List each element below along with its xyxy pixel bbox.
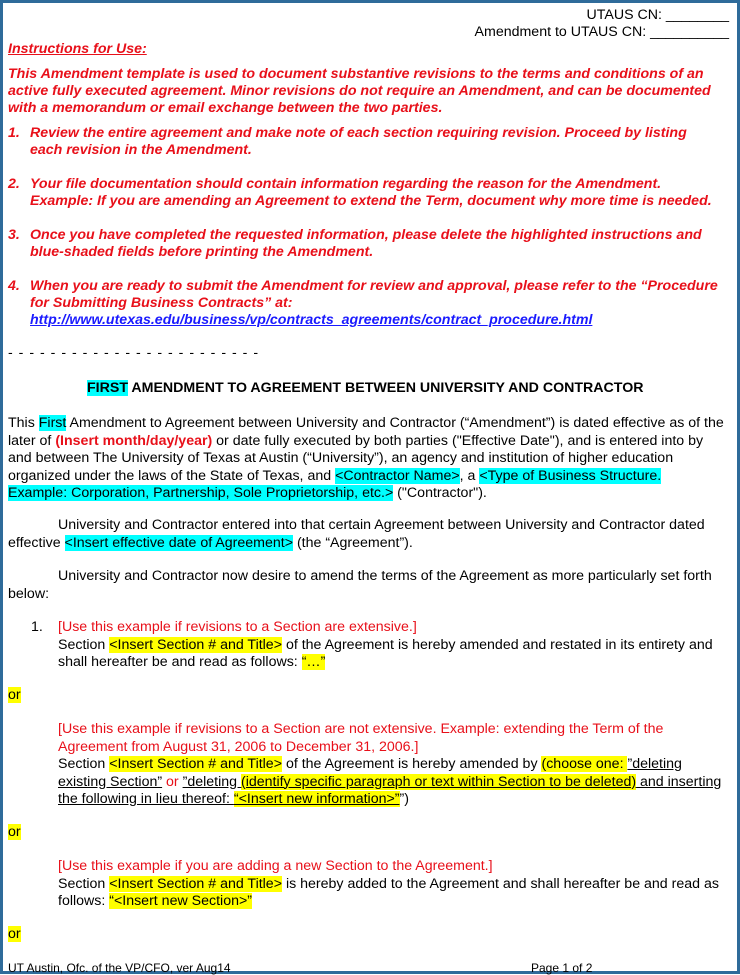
new-information-field[interactable]: “<Insert new information>” bbox=[233, 791, 400, 807]
item-text: for Submitting Business Contracts” at: bbox=[30, 295, 293, 311]
contractor-name-field[interactable]: <Contractor Name> bbox=[335, 467, 460, 484]
item-number: 4. bbox=[8, 278, 20, 294]
section-title-field[interactable]: <Insert Section # and Title> bbox=[109, 636, 282, 653]
text: is hereby added to the Agreement and shall hereafter be and read as bbox=[282, 875, 719, 892]
utaus-cn-label: UTAUS CN: ________ bbox=[586, 7, 729, 23]
option-note: [Use this example if revisions to a Section are not extensive. Example: extending the Term of the bbox=[58, 721, 664, 737]
item-text: When you are ready to submit the Amendment for review and approval, please refer to the “Procedure bbox=[30, 278, 718, 294]
instruction-item-3 bbox=[8, 227, 702, 261]
item-text: blue-shaded fields before printing the Amendment. bbox=[30, 244, 374, 260]
text: or date fully executed by both parties ("Effective Date"), and is entered into by bbox=[212, 432, 704, 449]
effective-date-field[interactable]: <Insert effective date of Agreement> bbox=[64, 534, 293, 551]
instruction-item-4 bbox=[8, 278, 718, 329]
text: of the Agreement is hereby amended by bbox=[282, 756, 542, 772]
item-number: 3. bbox=[8, 227, 20, 243]
instruction-item-2 bbox=[8, 176, 712, 210]
text: follows: bbox=[58, 893, 110, 909]
instructions-intro bbox=[8, 66, 711, 117]
text: Amendment to Agreement between University and Contractor (“Amendment”) is dated effective as of the bbox=[66, 415, 724, 431]
text: and between The University of Texas at Austin (“University”), an agency and institution of higher education bbox=[8, 450, 674, 466]
desire-paragraph bbox=[8, 568, 712, 603]
text: shall hereafter be and read as follows: bbox=[58, 654, 302, 670]
option-number: 1. bbox=[31, 619, 43, 635]
quote-field[interactable]: “…” bbox=[301, 654, 326, 670]
text: below: bbox=[8, 585, 50, 602]
text: Section bbox=[58, 875, 110, 892]
text: and inserting bbox=[636, 773, 722, 790]
option-not-extensive bbox=[58, 721, 721, 809]
text: or bbox=[162, 773, 183, 790]
amendment-title bbox=[87, 380, 643, 396]
instructions-heading: Instructions for Use: bbox=[8, 41, 147, 57]
text: existing Section” bbox=[58, 773, 163, 790]
intro-line: with a memorandum or email exchange between the two parties. bbox=[8, 100, 443, 116]
intro-line: active fully executed agreement. Minor revisions do not require an Amendment, and can be documented bbox=[8, 83, 711, 99]
text: University and Contractor entered into that certain Agreement between University and Contractor dated bbox=[58, 517, 705, 533]
text: ”) bbox=[399, 791, 409, 807]
paragraph-field[interactable]: (identify specific paragraph or text within Section to be deleted) bbox=[240, 773, 637, 790]
text: the following in lieu thereof: bbox=[58, 791, 234, 807]
text: Section bbox=[58, 636, 110, 653]
intro-line: This Amendment template is used to document substantive revisions to the terms and conditions of an bbox=[8, 66, 704, 82]
text: organized under the laws of the State of Texas, and bbox=[8, 467, 336, 484]
item-text: Example: If you are amending an Agreement to extend the Term, document why more time is needed. bbox=[30, 193, 712, 209]
business-structure-field[interactable]: Example: Corporation, Partnership, Sole Proprietorship, etc.> bbox=[8, 485, 394, 501]
item-number: 1. bbox=[8, 125, 20, 141]
date-placeholder[interactable]: (Insert month/day/year) bbox=[55, 432, 213, 449]
ordinal-field[interactable]: First bbox=[38, 415, 67, 431]
item-text: Your file documentation should contain information regarding the reason for the Amendment. bbox=[30, 176, 662, 192]
title-text: AMENDMENT TO AGREEMENT BETWEEN UNIVERSITY AND CONTRACTOR bbox=[127, 380, 644, 396]
option-note: Agreement from August 31, 2006 to December 31, 2006.] bbox=[58, 738, 419, 755]
option-new-section bbox=[58, 858, 719, 911]
item-number: 2. bbox=[8, 176, 20, 192]
text: Section bbox=[58, 756, 110, 772]
option-note: [Use this example if revisions to a Section are extensive.] bbox=[58, 619, 417, 635]
item-text: each revision in the Amendment. bbox=[30, 142, 252, 158]
text: ("Contractor"). bbox=[393, 485, 487, 501]
text: ”deleting bbox=[627, 756, 682, 772]
option-extensive bbox=[58, 619, 713, 672]
choose-one-field[interactable]: (choose one: bbox=[541, 756, 628, 772]
item-text: Once you have completed the requested information, please delete the highlighted instructions and bbox=[30, 227, 702, 243]
section-title-field[interactable]: <Insert Section # and Title> bbox=[109, 756, 282, 772]
text: ”deleting bbox=[182, 773, 241, 790]
business-structure-field[interactable]: <Type of Business Structure. bbox=[479, 467, 662, 484]
amendment-cn-label: Amendment to UTAUS CN: __________ bbox=[474, 24, 729, 40]
text: (the “Agreement”). bbox=[293, 534, 413, 551]
text: effective bbox=[8, 534, 65, 551]
section-title-field[interactable]: <Insert Section # and Title> bbox=[109, 875, 282, 892]
footer-version: UT Austin, Ofc. of the VP/CFO, ver Aug14 bbox=[8, 961, 231, 975]
instruction-item-1 bbox=[8, 125, 687, 159]
separator-line: - - - - - - - - - - - - - - - - - - - - - - - - bbox=[8, 345, 260, 361]
or-label: or bbox=[8, 824, 21, 840]
or-label: or bbox=[8, 687, 21, 703]
text: , a bbox=[459, 467, 480, 484]
item-text: Review the entire agreement and make note of each section requiring revision. Proceed by listing bbox=[30, 125, 687, 141]
footer-page-number: Page 1 of 2 bbox=[531, 961, 593, 975]
title-ordinal[interactable]: FIRST bbox=[87, 380, 128, 396]
contract-procedure-link[interactable]: http://www.utexas.edu/business/vp/contracts_agreements/contract_procedure.html bbox=[30, 312, 593, 328]
text: This bbox=[8, 415, 39, 431]
text: later of bbox=[8, 432, 56, 449]
or-label: or bbox=[8, 926, 21, 942]
intro-paragraph bbox=[8, 415, 724, 503]
option-note: [Use this example if you are adding a new Section to the Agreement.] bbox=[58, 858, 493, 874]
text: University and Contractor now desire to amend the terms of the Agreement as more particularly set forth bbox=[58, 568, 712, 584]
agreement-paragraph bbox=[8, 517, 705, 552]
new-section-field[interactable]: “<Insert new Section>” bbox=[109, 893, 252, 909]
text: of the Agreement is hereby amended and restated in its entirety and bbox=[282, 636, 713, 653]
